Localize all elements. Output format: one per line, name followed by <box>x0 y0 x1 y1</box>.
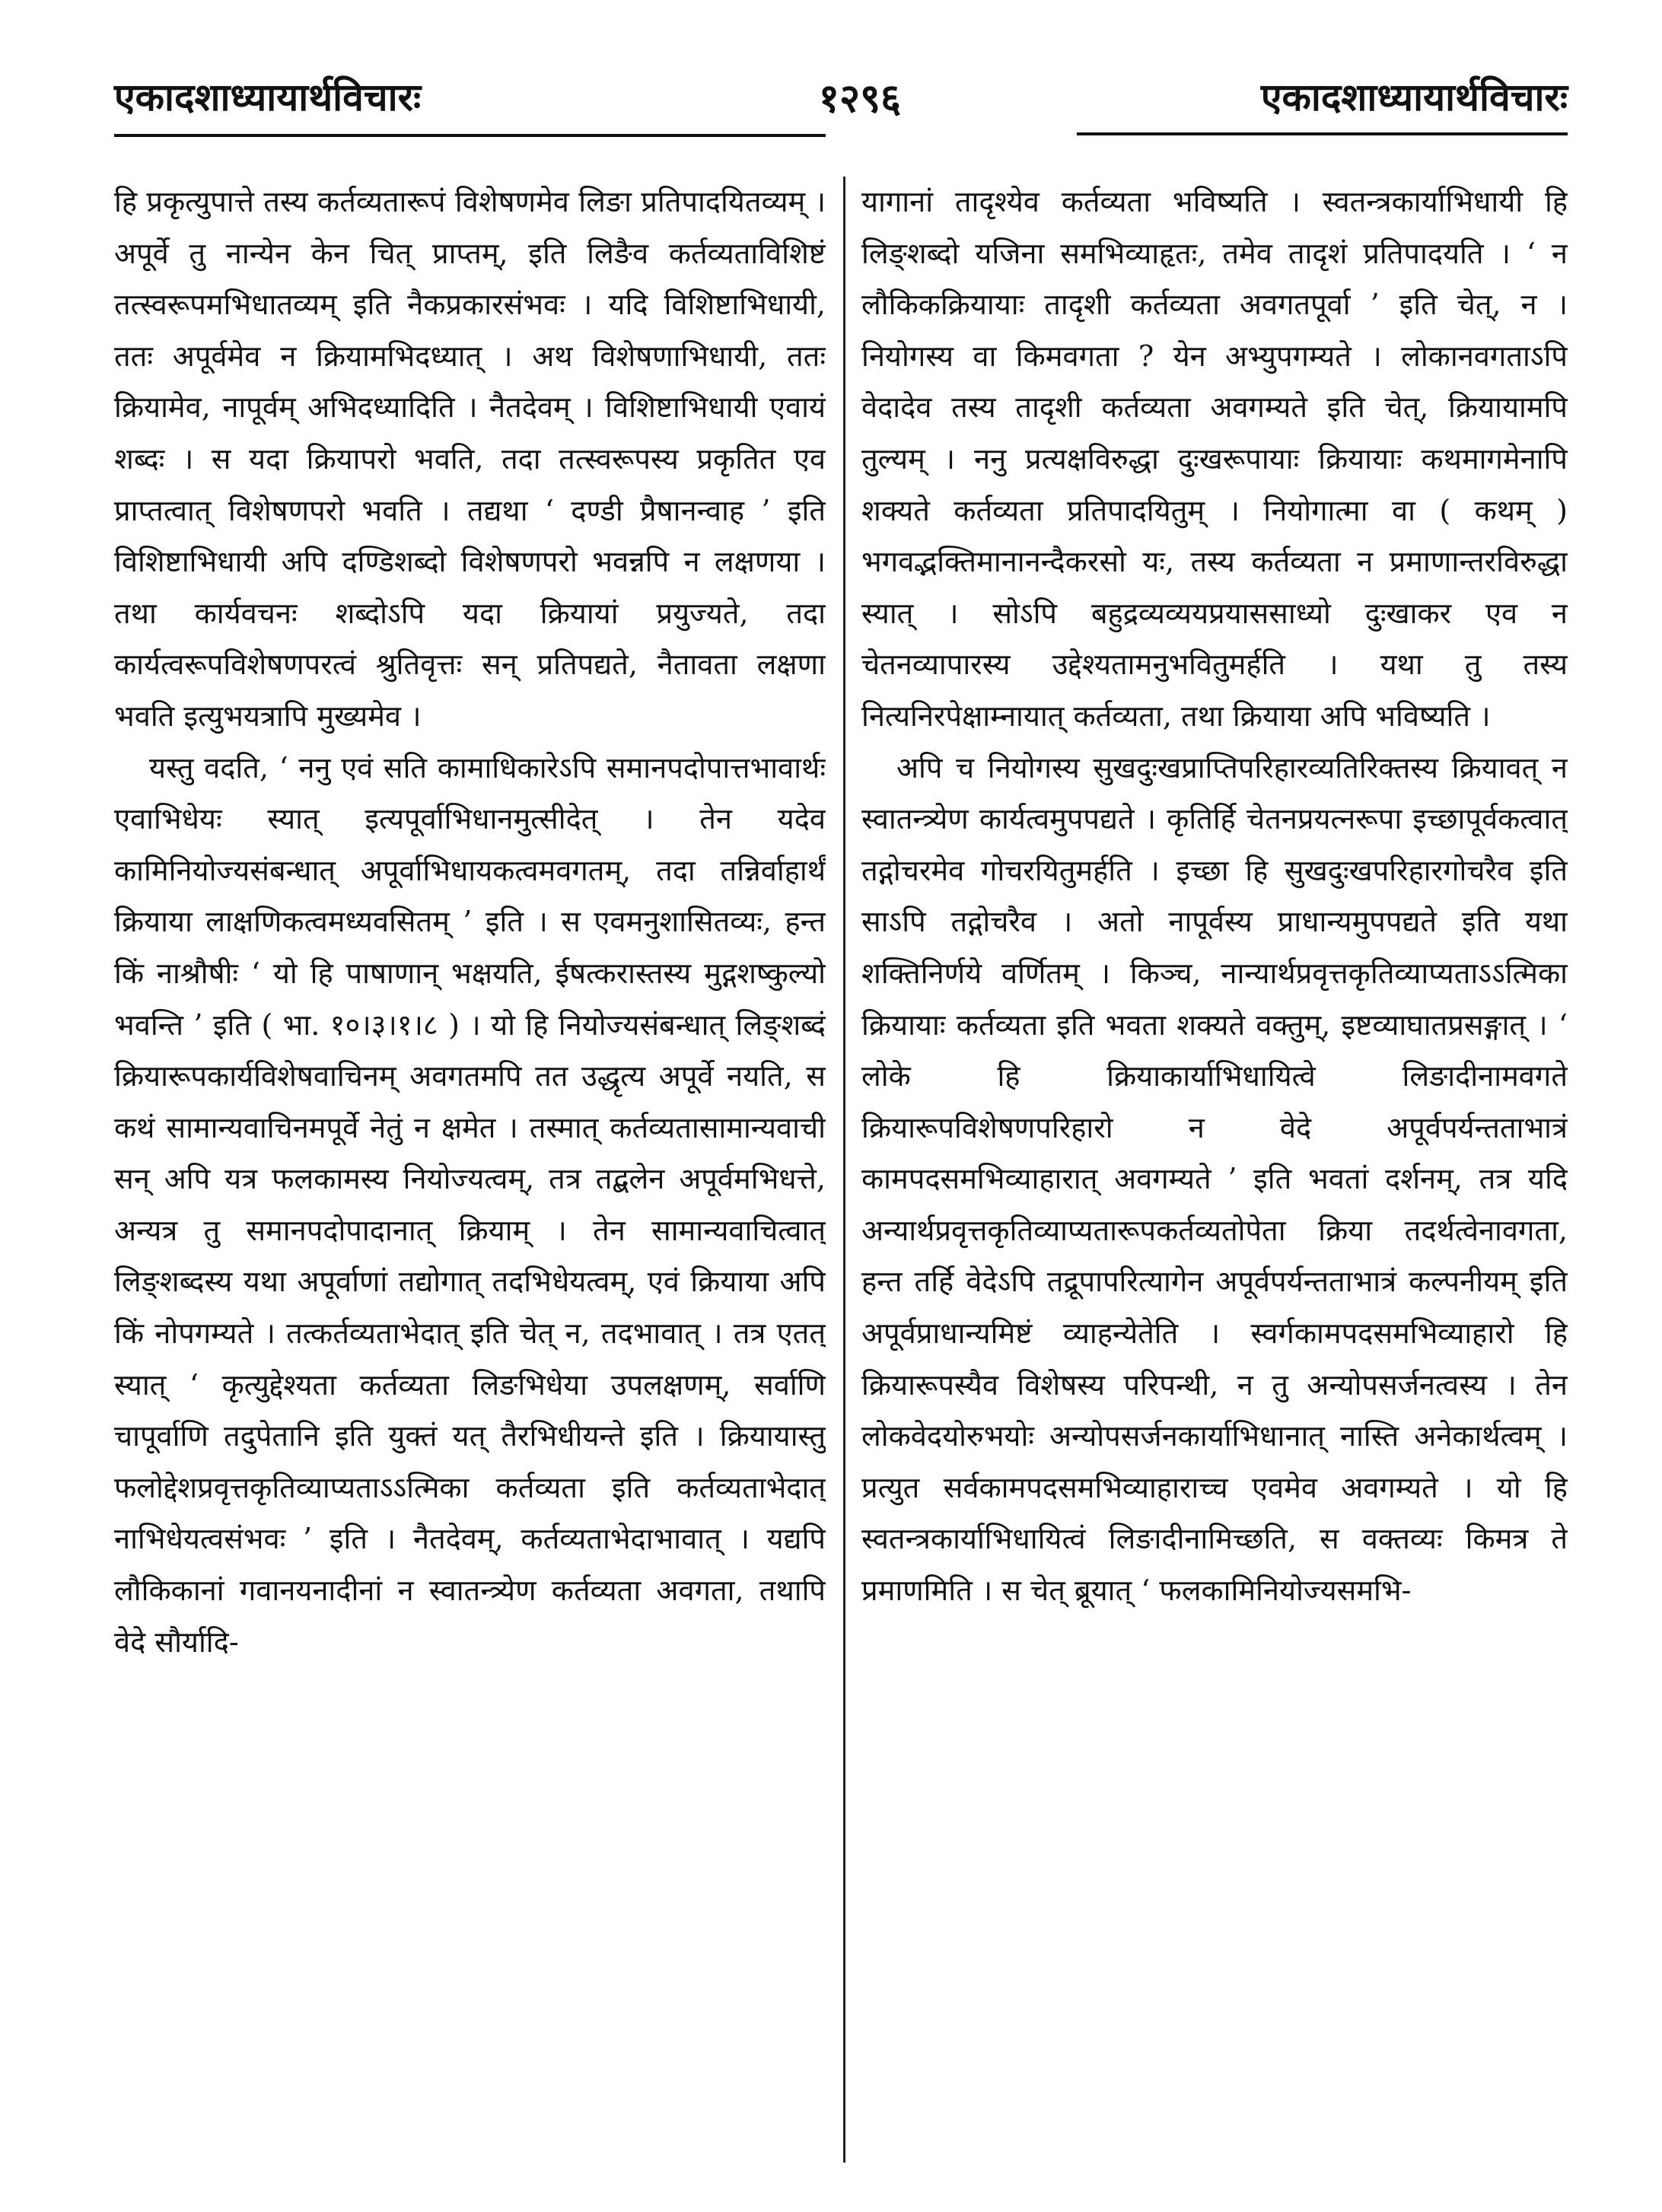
running-title-right: एकादशाध्यायार्थविचारः <box>1260 75 1568 119</box>
header-rule-left <box>114 134 826 137</box>
left-column <box>114 177 826 2163</box>
left-paragraph-2: यस्तु वदति, ‘ ननु एवं सति कामाधिकारेऽपि समानपदोपात्तभावार्थः एवाभिधेयः स्यात् इत्यपूर्वाभिधानमुत्सीदेत् । तेन यदेव कामिनियोज्यसंबन्धात् अपूर्वाभिधायकत्वमवगतम्, तदा तन्निर्वाहार्थं क्रियाया लाक्षणिकत्वमध्यवसितम् ’ इति । स एवमनुशासितव्यः, हन्त किं नाश्रौषीः ‘ यो हि पाषाणान् भक्षयति, ईषत्करास्तस्य मुद्गशष्कुल्यो भवन्ति ’ इति ( भा. १०।३।१।८ ) । यो हि नियोज्यसंबन्धात् लिङ्शब्दं क्रियारूपकार्यविशेषवाचिनम् अवगतमपि तत उद्धृत्य अपूर्वे नयति, स कथं सामान्यवाचिनमपूर्वे नेतुं न क्षमेत । तस्मात् कर्तव्यतासामान्यवाची सन् अपि यत्र फलकामस्य नियोज्यत्वम्, तत्र तद्बलेन अपूर्वमभिधत्ते, अन्यत्र तु समानपदोपादानात् क्रियाम् । तेन सामान्यवाचित्वात् लिङ्शब्दस्य यथा अपूर्वाणां तद्योगात् तदभिधेयत्वम्, एवं क्रियाया अपि किं नोपगम्यते । तत्कर्तव्यताभेदात् इति चेत् न, तदभावात् । तत्र एतत् स्यात् ‘ कृत्युद्देश्यता कर्तव्यता लिङभिधेया उपलक्षणम्, सर्वाणि चापूर्वाणि तदुपेतानि इति युक्तं यत् तैरभिधीयन्ते इति । क्रियायास्तु फलोद्देशप्रवृत्तकृतिव्याप्यताऽऽत्मिका कर्तव्यता इति कर्तव्यताभेदात् नाभिधेयत्वसंभवः ’ इति । नैतदेवम्, कर्तव्यताभेदाभावात् । यद्यपि लौकिकानां गवानयनादीनां न स्वातन्त्र्येण कर्तव्यता अवगता, तथापि वेदे सौर्यादि- <box>114 750 826 1659</box>
header-rule-right <box>1077 132 1568 135</box>
right-paragraph-1: यागानां तादृश्येव कर्तव्यता भविष्यति । स्वतन्त्रकार्याभिधायी हि लिङ्शब्दो यजिना समभिव्याहृतः, तमेव तादृशं प्रतिपादयति । ‘ न लौकिकक्रियायाः तादृशी कर्तव्यता अवगतपूर्वा ’ इति चेत्, न । नियोगस्य वा किमवगता ? येन अभ्युपगम्यते । लोकानवगताऽपि वेदादेव तस्य तादृशी कर्तव्यता अवगम्यते इति चेत्, क्रियायामपि तुल्यम् । ननु प्रत्यक्षविरुद्धा दुःखरूपायाः क्रियायाः कथमागमेनापि शक्यते कर्तव्यता प्रतिपादयितुम् । नियोगात्मा वा ( कथम् ) भगवद्भक्तिमानानन्दैकरसो यः, तस्य कर्तव्यता न प्रमाणान्तरविरुद्धा स्यात् । सोऽपि बहुद्रव्यव्ययप्रयाससाध्यो दुःखाकर एव न चेतनव्यापारस्य उद्देश्यतामनुभवितुमर्हति । यथा तु तस्य नित्यनिरपेक्षाम्नायात् कर्तव्यता, तथा क्रियाया अपि भविष्यति । <box>861 185 1568 733</box>
left-paragraph-1: हि प्रकृत्युपात्ते तस्य कर्तव्यतारूपं विशेषणमेव लिङा प्रतिपादयितव्यम् । अपूर्वे तु नान्येन केन चित् प्राप्तम्, इति लिङैव कर्तव्यताविशिष्टं तत्स्वरूपमभिधातव्यम् इति नैकप्रकारसंभवः । यदि विशिष्टाभिधायी, ततः अपूर्वमेव न क्रियामभिदध्यात् । अथ विशेषणाभिधायी, ततः क्रियामेव, नापूर्वम् अभिदध्यादिति । नैतदेवम् । विशिष्टाभिधायी एवायं शब्दः । स यदा क्रियापरो भवति, तदा तत्स्वरूपस्य प्रकृतित एव प्राप्तत्वात् विशेषणपरो भवति । तद्यथा ‘ दण्डी प्रैषानन्वाह ’ इति विशिष्टाभिधायी अपि दण्डिशब्दो विशेषणपरो भवन्नपि न लक्षणया । तथा कार्यवचनः शब्दोऽपि यदा क्रियायां प्रयुज्यते, तदा कार्यत्वरूपविशेषणपरत्वं श्रुतिवृत्तः सन् प्रतिपद्यते, नैतावता लक्षणा भवति इत्युभयत्रापि मुख्यमेव । <box>114 185 826 733</box>
right-paragraph-2: अपि च नियोगस्य सुखदुःखप्राप्तिपरिहारव्यतिरिक्तस्य क्रियावत् न स्वातन्त्र्येण कार्यत्वमुपपद्यते । कृतिर्हि चेतनप्रयत्नरूपा इच्छापूर्वकत्वात् तद्गोचरमेव गोचरयितुमर्हति । इच्छा हि सुखदुःखपरिहारगोचरैव इति साऽपि तद्गोचरैव । अतो नापूर्वस्य प्राधान्यमुपपद्यते इति यथा शक्तिनिर्णये वर्णितम् । किञ्च, नान्यार्थप्रवृत्तकृतिव्याप्यताऽऽत्मिका क्रियायाः कर्तव्यता इति भवता शक्यते वक्तुम्, इष्टव्याघातप्रसङ्गात् । ‘ लोके हि क्रियाकार्याभिधायित्वे लिङादीनामवगते क्रियारूपविशेषणपरिहारो न वेदे अपूर्वपर्यन्तताभात्रं कामपदसमभिव्याहारात् अवगम्यते ’ इति भवतां दर्शनम्, तत्र यदि अन्यार्थप्रवृत्तकृतिव्याप्यतारूपकर्तव्यतोपेता क्रिया तदर्थत्वेनावगता, हन्त तर्हि वेदेऽपि तद्रूपापरित्यागेन अपूर्वपर्यन्तताभात्रं कल्पनीयम् इति अपूर्वप्राधान्यमिष्टं व्याहन्येतेति । स्वर्गकामपदसमभिव्याहारो हि क्रियारूपस्यैव विशेषस्य परिपन्थी, न तु अन्योपसर्जनत्वस्य । तेन लोकवेदयोरुभयोः अन्योपसर्जनकार्याभिधानात् नास्ति अनेकार्थत्वम् । प्रत्युत सर्वकामपदसमभिव्याहाराच्च एवमेव अवगम्यते । यो हि स्वतन्त्रकार्याभिधायित्वं लिङादीनामिच्छति, स वक्तव्यः किमत्र ते प्रमाणमिति । स चेत् ब्रूयात् ‘ फलकामिनियोज्यसमभि- <box>861 750 1568 1608</box>
right-column <box>861 177 1568 2163</box>
page-number: १२९६ <box>818 75 902 122</box>
column-divider <box>843 177 845 2163</box>
running-title-left: एकादशाध्यायार्थविचारः <box>114 75 422 119</box>
page-header <box>114 70 1568 131</box>
